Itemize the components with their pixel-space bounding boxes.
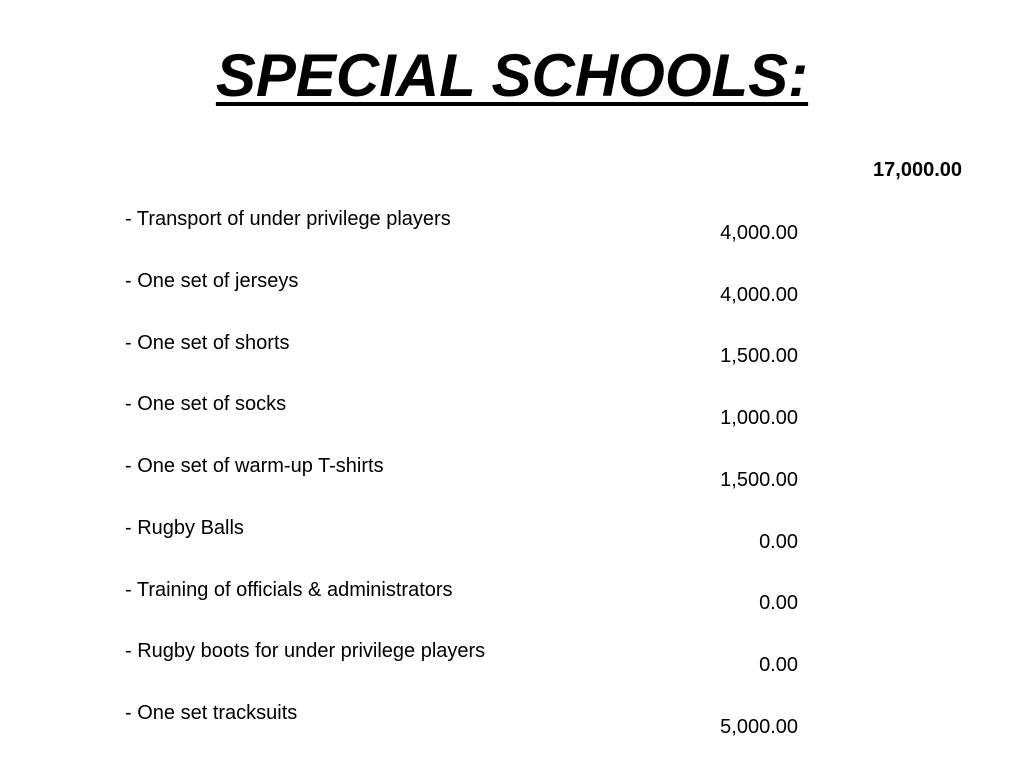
item-label: - One set tracksuits — [125, 702, 298, 724]
item-label: - Transport of under privilege players — [125, 208, 451, 230]
total-amount: 17,000.00 — [873, 159, 962, 181]
item-label: - One set of warm-up T-shirts — [125, 455, 384, 477]
item-label: - One set of jerseys — [125, 270, 299, 292]
item-label: - Training of officials & administrators — [125, 579, 453, 601]
item-amount: 1,500.00 — [720, 469, 798, 491]
item-amount: 1,500.00 — [720, 345, 798, 367]
item-label: - Rugby Balls — [125, 517, 244, 539]
item-amount: 4,000.00 — [720, 284, 798, 306]
item-amount: 0.00 — [759, 592, 798, 614]
item-label: - One set of shorts — [125, 332, 290, 354]
item-amount: 1,000.00 — [720, 407, 798, 429]
item-amount: 0.00 — [759, 654, 798, 676]
page-title: SPECIAL SCHOOLS: — [215, 42, 809, 109]
item-label: - Rugby boots for under privilege players — [125, 640, 486, 662]
item-amount: 4,000.00 — [720, 222, 798, 244]
item-amount: 5,000.00 — [720, 716, 798, 738]
item-amount: 0.00 — [759, 531, 798, 553]
item-label: - One set of socks — [125, 393, 287, 415]
